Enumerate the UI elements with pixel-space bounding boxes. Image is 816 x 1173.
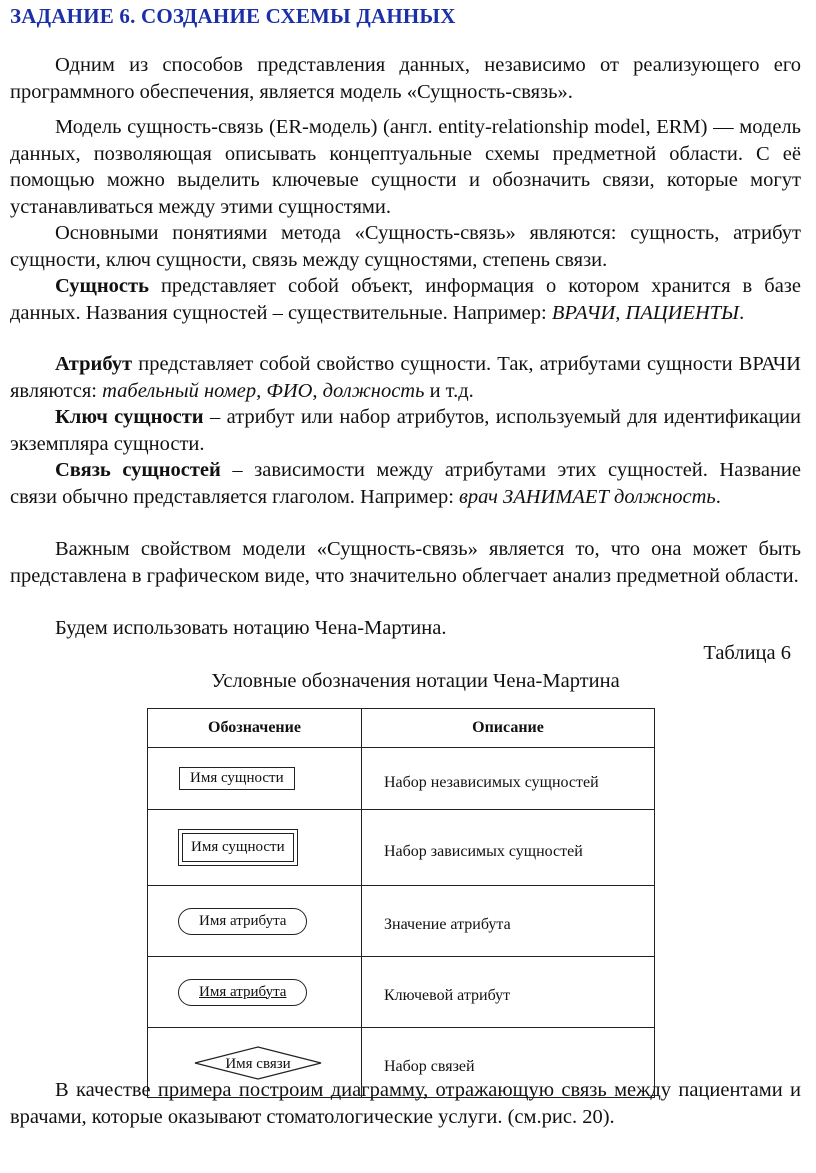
erm-definition-paragraph: Модель сущность-связь (ER-модель) (англ. entity-relationship model, ERM) — модель данных, позволяющая описывать концептуальные схемы предметной области. С её помощью можно выделить ключевые сущности и обозначить связи, которые могут устанавливаться между этими сущностями.: [10, 116, 801, 218]
symbol-cell: [148, 957, 362, 1028]
concepts-paragraph: Основными понятиями метода «Сущность-связь» являются: сущность, атрибут сущности, ключ сущности, связь между сущностями, степень связи.: [10, 222, 801, 271]
entity-paragraph: [10, 273, 801, 326]
description-cell: Значение атрибута: [362, 886, 655, 957]
key-term: Ключ сущности: [55, 406, 204, 428]
key-attribute-label: Имя атрибута: [199, 983, 287, 1000]
symbol-cell: [148, 810, 362, 886]
relationship-paragraph: [10, 457, 801, 510]
closing-paragraph: В качестве примера построим диаграмму, отражающую связь между пациентами и врачами, которые оказывают стоматологические услуги. (см.рис. 20).: [10, 1079, 801, 1128]
entity-end: .: [739, 301, 745, 324]
description-cell: Ключевой атрибут: [362, 957, 655, 1028]
graphic-note-paragraph: Важным свойством модели «Сущность-связь» является то, что она может быть представлена в графическом виде, что значительно облегчает анализ предметной области.: [10, 538, 801, 587]
relationship-diamond-label: Имя связи: [225, 1055, 291, 1072]
table-row: [148, 748, 655, 810]
table-header-symbol: Обозначение: [148, 709, 362, 748]
entity-text: представляет собой объект, информация о котором хранится в базе данных. Названия сущностей – существительные. Например:: [10, 275, 801, 324]
symbol-cell: [148, 748, 362, 810]
relationship-end: .: [715, 485, 721, 508]
attribute-example: табельный номер, ФИО, должность: [102, 379, 425, 402]
attribute-end: и т.д.: [424, 379, 474, 402]
independent-entity-symbol: Имя сущности: [179, 767, 295, 790]
relationship-diamond-symbol: [193, 1045, 323, 1081]
table-number: Таблица 6: [703, 642, 791, 664]
relationship-example: врач ЗАНИМАЕТ должность: [459, 485, 716, 508]
description-cell: Набор независимых сущностей: [362, 748, 655, 810]
description-cell: Набор зависимых сущностей: [362, 810, 655, 886]
attribute-text: представляет собой свойство сущности. Так, атрибутами сущности ВРАЧИ являются:: [10, 353, 801, 402]
description-cell: Набор связей: [362, 1028, 655, 1098]
dependent-entity-label: Имя сущности: [182, 833, 294, 862]
table-header-row: [148, 709, 655, 748]
key-attribute-symbol: [178, 979, 307, 1006]
table-row: [148, 810, 655, 886]
table-caption: Условные обозначения нотации Чена-Мартина: [211, 670, 620, 692]
dependent-entity-symbol: [178, 829, 298, 866]
task-heading: ЗАДАНИЕ 6. СОЗДАНИЕ СХЕМЫ ДАННЫХ: [10, 4, 456, 28]
relationship-text: – зависимости между атрибутами этих сущностей. Название связи обычно представляется глаголом. Например:: [10, 459, 801, 508]
attribute-paragraph: [10, 351, 801, 404]
table-row: [148, 886, 655, 957]
key-text: – атрибут или набор атрибутов, используемый для идентификации экземпляра сущности.: [10, 406, 801, 455]
intro-paragraph: Одним из способов представления данных, независимо от реализующего его программного обеспечения, является модель «Сущность-связь».: [10, 54, 801, 103]
entity-term: Сущность: [55, 275, 149, 297]
relationship-term: Связь сущностей: [55, 459, 221, 481]
entity-example: ВРАЧИ, ПАЦИЕНТЫ: [551, 301, 740, 324]
attribute-symbol: Имя атрибута: [178, 908, 307, 935]
table-header-description: Описание: [362, 709, 655, 748]
notation-table: [147, 708, 655, 1098]
table-row: [148, 957, 655, 1028]
symbol-cell: [148, 886, 362, 957]
attribute-term: Атрибут: [55, 353, 133, 375]
notation-paragraph: Будем использовать нотацию Чена-Мартина.: [55, 617, 447, 639]
key-paragraph: [10, 404, 801, 457]
